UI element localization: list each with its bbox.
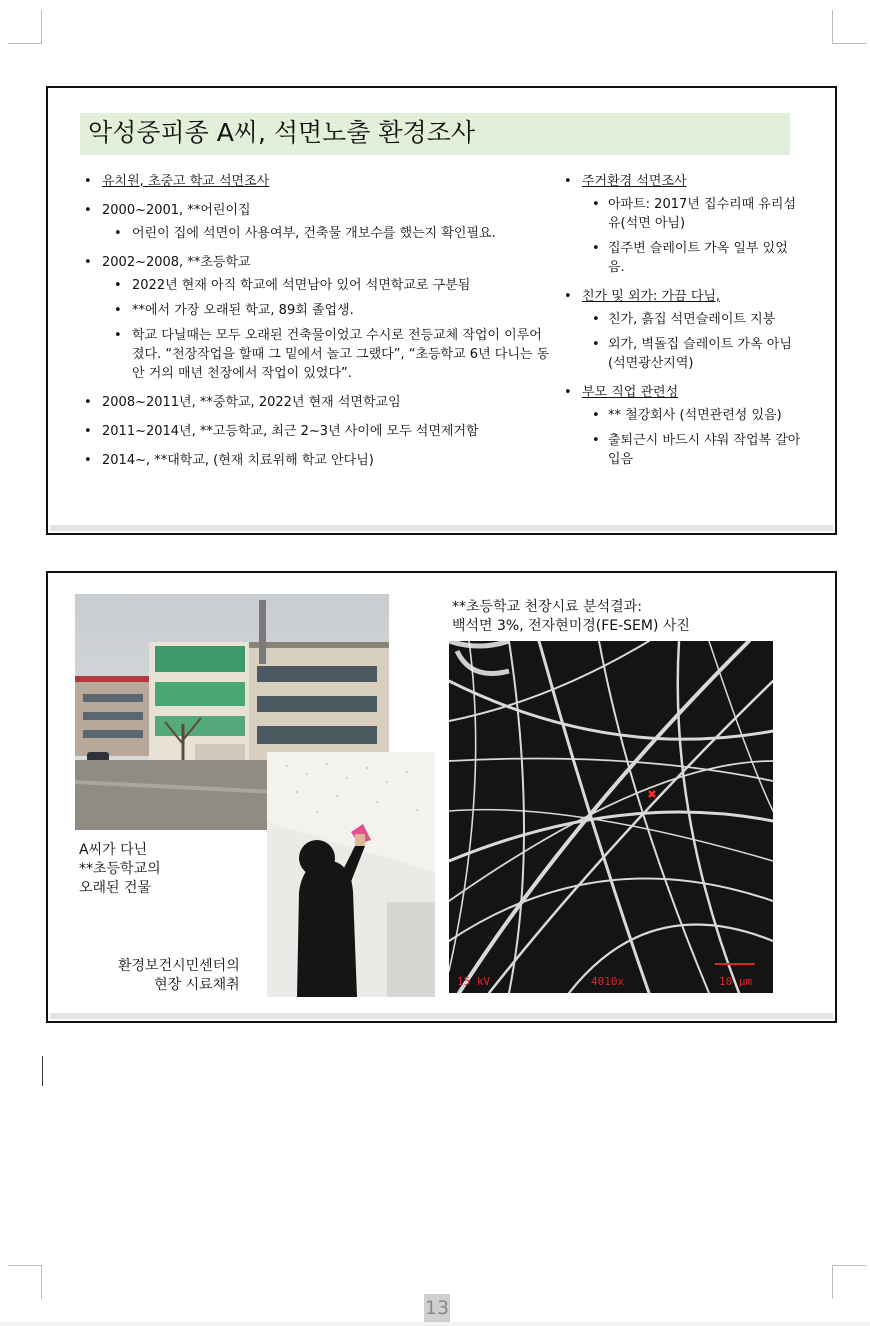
sem-scale-label: 10 µm: [719, 975, 753, 988]
bullet-item: • 주거환경 석면조사: [564, 172, 804, 191]
bullet-item: • 2011~2014년, **고등학교, 최근 2~3년 사이에 모두 석면제거함: [84, 422, 554, 441]
sub-bullet-item: • 출퇴근시 바드시 샤워 작업복 갈아입음: [564, 431, 804, 469]
slide-school-photos: [46, 571, 837, 1023]
bullet-item: • 2000~2001, **어린이집: [84, 201, 554, 220]
sub-bullet-item: • ** 철강회사 (석면관련성 있음): [564, 406, 804, 425]
bullet-item: • 2014~, **대학교, (현재 치료위해 학교 안다님): [84, 451, 554, 470]
ceiling-sampling-photo: [267, 752, 435, 997]
sub-bullet-item: • 친가, 흙집 석면슬레이트 지붕: [564, 310, 804, 329]
page-number: 13: [424, 1294, 450, 1322]
bullet-item: • 2008~2011년, **중학교, 2022년 현재 석면학교임: [84, 393, 554, 412]
sampling-caption: 환경보건시민센터의 현장 시료채취: [118, 958, 240, 993]
crop-mark-top-left: [8, 10, 42, 44]
slide-title: 악성중피종 A씨, 석면노출 환경조사: [88, 118, 475, 147]
sub-bullet-item: • 학교 다닐때는 모두 오래된 건축물이었고 수시로 전등교체 작업이 이루어졌다. “천장작업을 할때 그 밑에서 놀고 그랬다”, “초등학교 6년 다니는 동안 거의 매년 천장에서 작업이 있었다”.: [84, 326, 554, 383]
sem-voltage-label: 15 kV: [457, 975, 491, 988]
text-cursor: [42, 1056, 43, 1086]
sub-bullet-item: • 2022년 현재 아직 학교에 석면남아 있어 석면학교로 구분됨: [84, 276, 554, 295]
bullet-item: • 친가 및 외가: 가끔 다님,: [564, 287, 804, 306]
sub-bullet-item: • 아파트: 2017년 집수리때 유리섬유(석면 아님): [564, 195, 804, 233]
sem-micrograph: [449, 641, 773, 993]
sub-bullet-item: • **에서 가장 오래된 학교, 89회 졸업생.: [84, 301, 554, 320]
slide-title-bar: [80, 113, 790, 155]
crop-mark-bottom-left: [8, 1265, 42, 1299]
school-survey-list: [84, 172, 554, 470]
sub-bullet-item: • 어린이 집에 석면이 사용여부, 건축물 개보수를 했는지 확인필요.: [84, 224, 554, 243]
sub-bullet-item: • 외가, 벽돌집 슬레이트 가옥 아님 (석면광산지역): [564, 335, 804, 373]
sem-magnification-label: 4010x: [591, 975, 625, 988]
building-caption: A씨가 다닌 **초등학교의 오래된 건물: [79, 842, 161, 896]
ceiling-sampling-image: [267, 752, 435, 997]
slide-exposure-survey: [46, 86, 837, 535]
crop-mark-bottom-right: [832, 1265, 866, 1299]
sem-fiber-image: [449, 641, 773, 993]
home-family-survey-list: [564, 172, 804, 469]
sub-bullet-item: • 집주변 슬레이트 가옥 일부 있었음.: [564, 239, 804, 277]
sem-result-title: **초등학교 천장시료 분석결과: 백석면 3%, 전자현미경(FE-SEM) 사진: [452, 599, 690, 634]
bullet-item: • 2002~2008, **초등학교: [84, 253, 554, 272]
bullet-item: • 부모 직업 관련성: [564, 383, 804, 402]
bullet-item: • 유치원, 초중고 학교 석면조사: [84, 172, 554, 191]
crop-mark-top-right: [832, 10, 866, 44]
page-bottom-rule: [0, 1322, 870, 1326]
